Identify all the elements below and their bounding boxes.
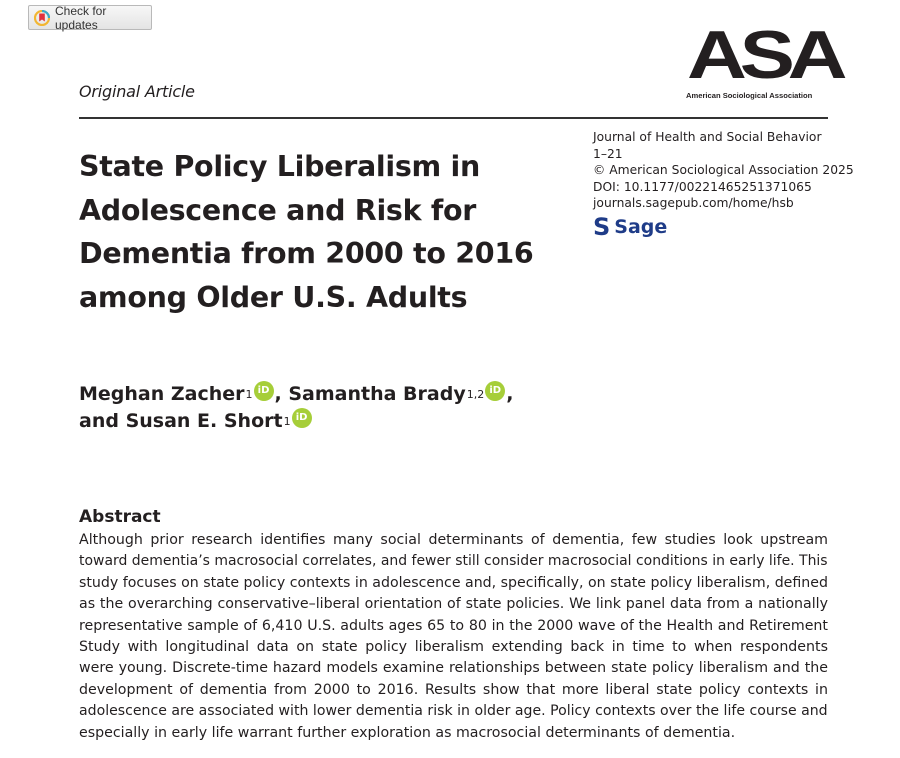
author-name: Meghan Zacher: [79, 383, 245, 405]
journal-doi[interactable]: DOI: 10.1177/00221465251371065: [593, 179, 812, 194]
abstract-line: representative sample of 6,410 U.S. adults ages 65 to 80 in the 2000 wave of the Health and Retirement: [79, 617, 828, 634]
journal-pages: 1–21: [593, 146, 623, 161]
header-divider: [79, 117, 828, 119]
abstract-line: development of dementia from 2000 to 2016. Results show that more liberal state policy contexts in: [79, 681, 828, 698]
article-title: [79, 145, 599, 319]
abstract-line: as the overarching conservative–liberal orientation of state policies. We link panel data from a nationally: [79, 596, 828, 613]
author-name: and Susan E. Short: [79, 410, 283, 432]
author-affiliation: 1: [283, 415, 291, 428]
journal-info: [593, 129, 854, 212]
sage-s-icon: S: [593, 213, 611, 241]
check-for-updates-button[interactable]: [28, 5, 152, 30]
abstract-line: Study with longitudinal data on state policy liberalism extending back in time to when respondents: [79, 638, 828, 655]
abstract-line: toward dementia’s macrosocial correlates, and fewer still consider macrosocial conditions in early life. This: [79, 553, 828, 570]
check-for-updates-label: Check for updates: [55, 3, 107, 32]
journal-url[interactable]: journals.sagepub.com/home/hsb: [593, 196, 794, 211]
author-name: , Samantha Brady: [274, 383, 466, 405]
author-affiliation: 1,2: [466, 388, 485, 401]
sage-wordmark: Sage: [614, 216, 668, 238]
article-type: Original Article: [79, 82, 195, 101]
abstract-line: study focuses on state policy contexts in adolescence and, specifically, on state policy liberalism, defined: [79, 574, 828, 591]
asa-logo-subtitle: American Sociological Association: [686, 91, 813, 100]
orcid-icon[interactable]: iD: [485, 381, 505, 401]
crossmark-icon: [34, 10, 50, 26]
sage-logo: [593, 215, 667, 239]
author-separator: ,: [506, 383, 514, 405]
title-line: Dementia from 2000 to 2016: [79, 237, 534, 270]
abstract-line: were young. Discrete-time hazard models examine relationships between state policy liberalism and the: [79, 660, 828, 677]
title-line: State Policy Liberalism in: [79, 150, 480, 183]
journal-name: Journal of Health and Social Behavior: [593, 130, 822, 144]
author-affiliation: 1: [245, 388, 253, 401]
journal-copyright: © American Sociological Association 2025: [593, 163, 854, 178]
asa-logo: [684, 17, 841, 104]
abstract-line: Although prior research identifies many social determinants of dementia, few studies look upstream: [79, 532, 828, 548]
abstract-line: especially in early life warrant further exploration as macrosocial determinants of dementia.: [79, 724, 736, 741]
author-list: [79, 381, 513, 435]
title-line: Adolescence and Risk for: [79, 193, 476, 227]
asa-logo-letters: ASA: [687, 17, 841, 93]
abstract-body: [79, 530, 828, 744]
orcid-icon[interactable]: iD: [254, 381, 274, 401]
abstract-heading: Abstract: [79, 507, 161, 527]
orcid-icon[interactable]: iD: [292, 408, 312, 428]
abstract-line: adolescence are associated with lower dementia risk in older age. Policy contexts over the life course and: [79, 703, 828, 720]
title-line: among Older U.S. Adults: [79, 280, 468, 314]
